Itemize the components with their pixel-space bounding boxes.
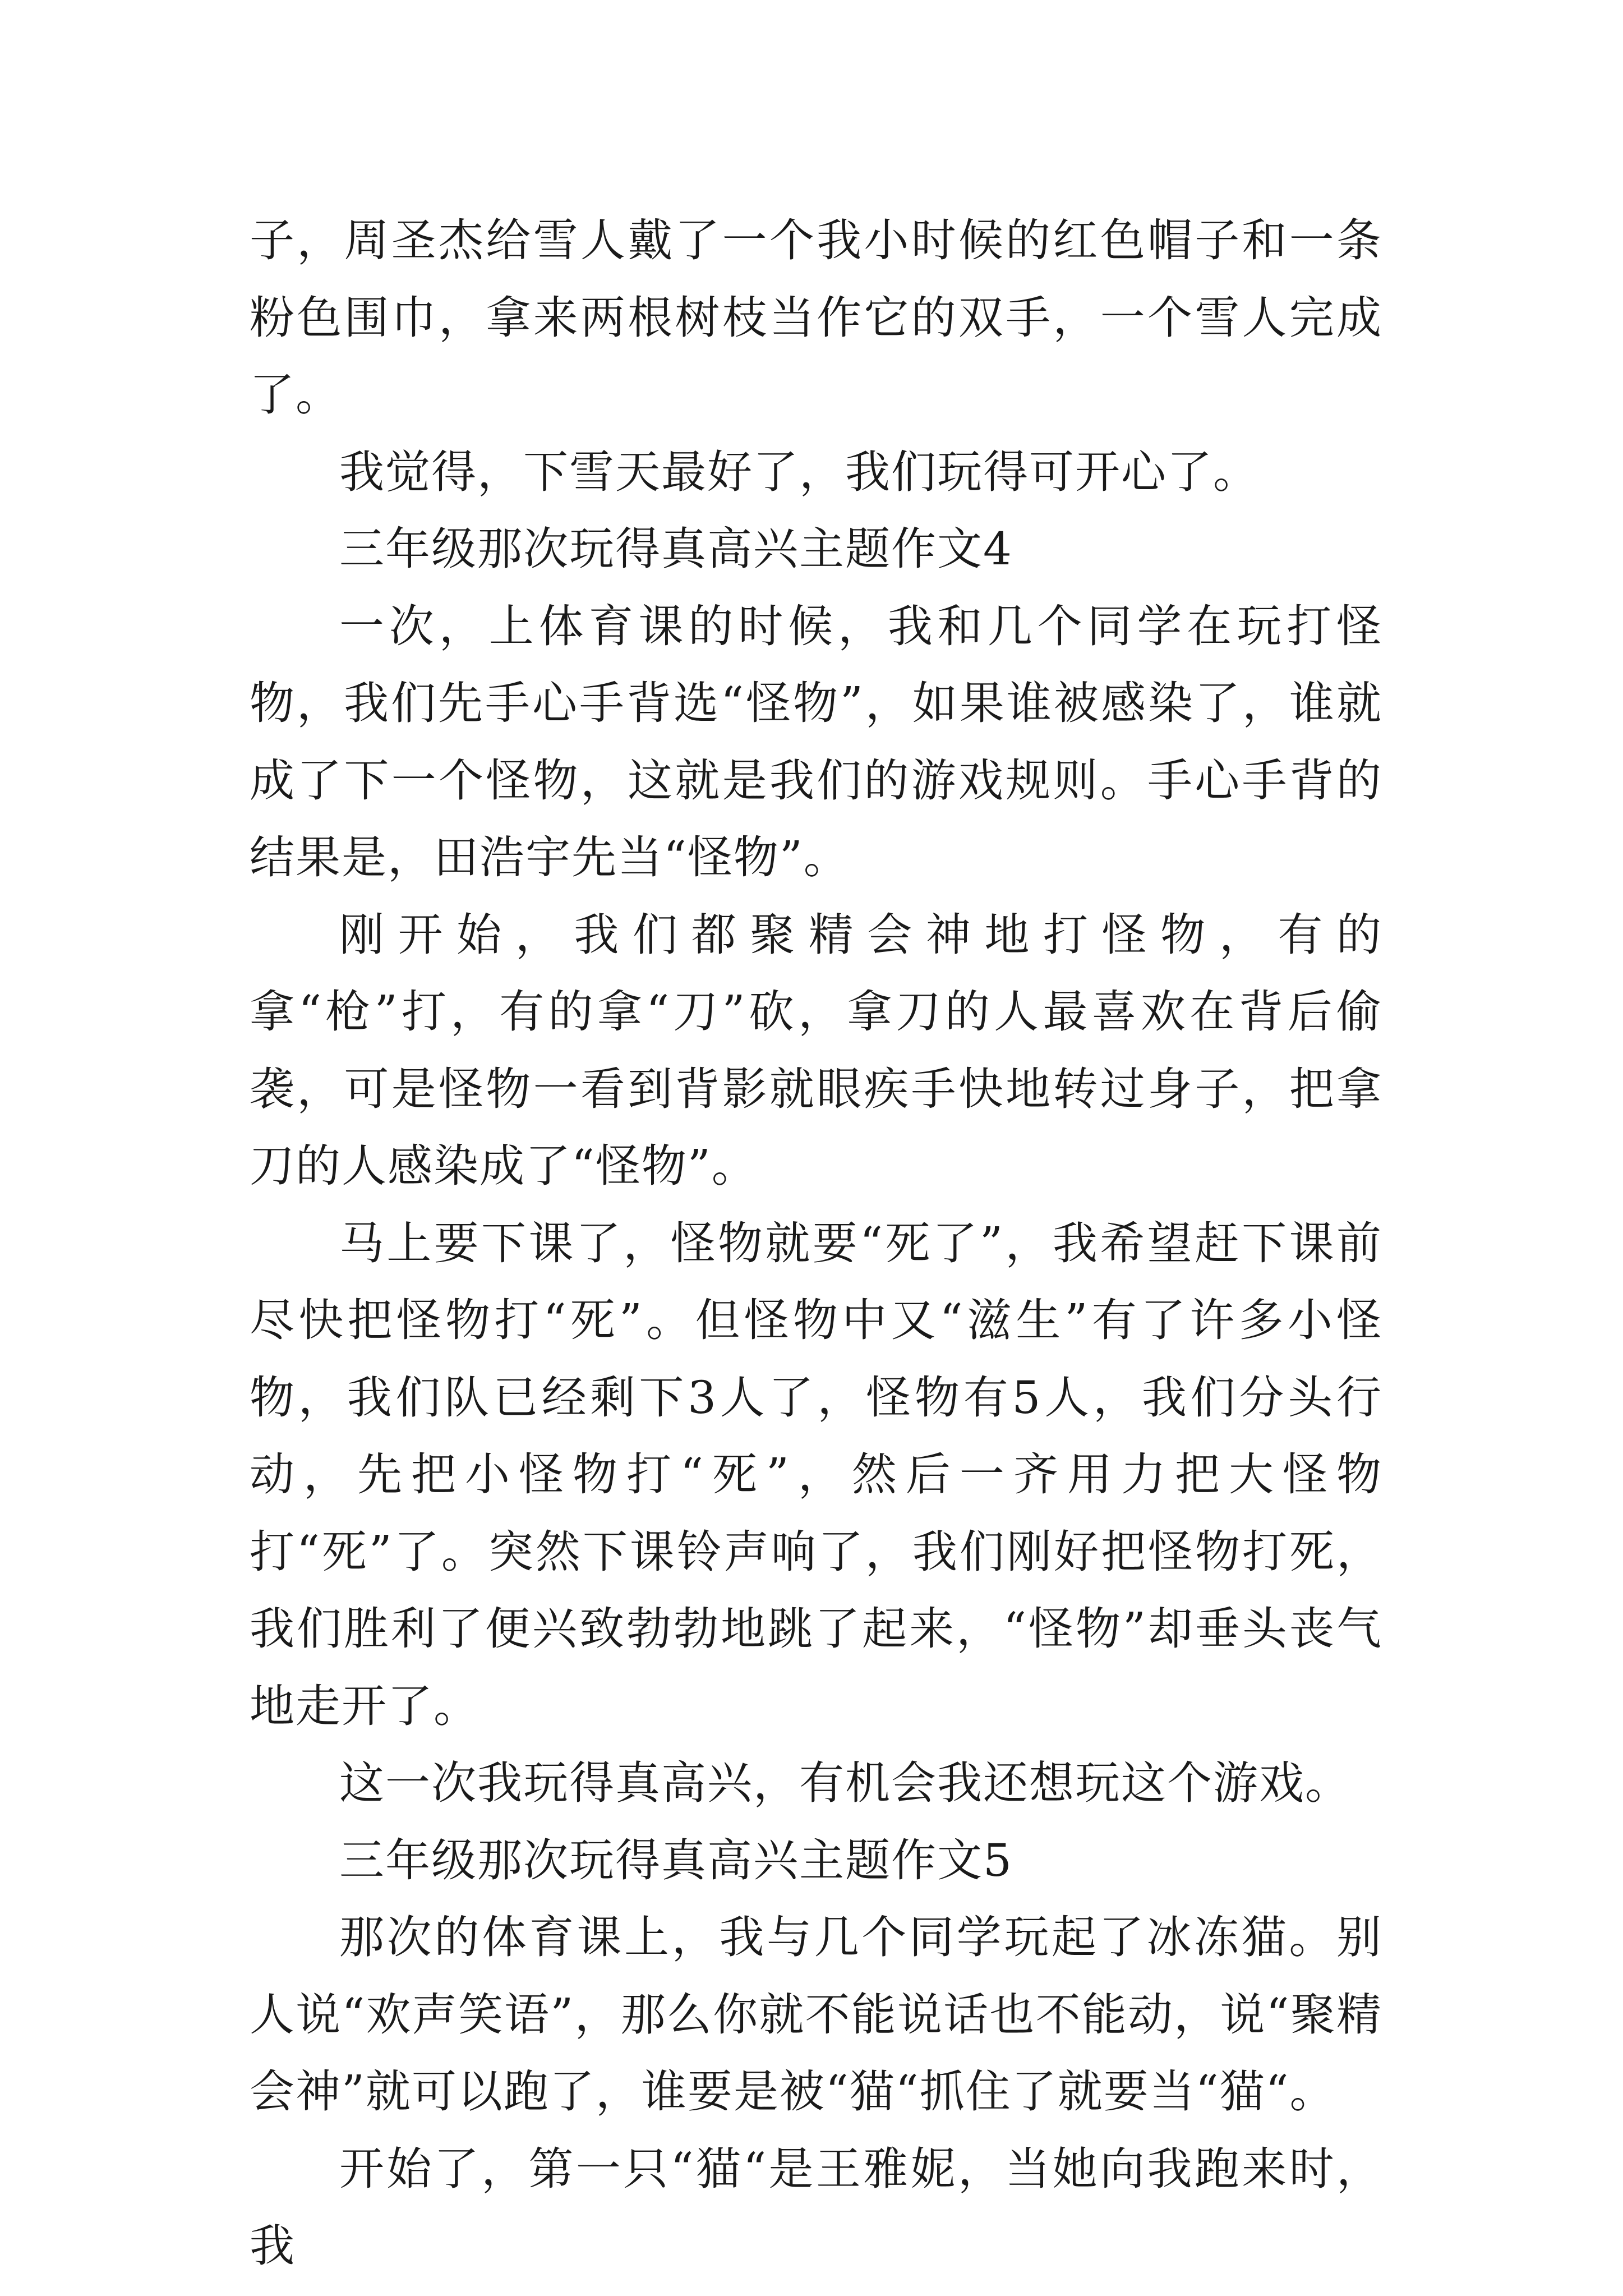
paragraph: 这一次我玩得真高兴，有机会我还想玩这个游戏。 xyxy=(339,1757,1351,1809)
paragraph: 马上要下课了，怪物就要“死了”，我希望赶下课前尽快把怪物打“死”。但怪物中又“滋生”有了许多小怪物，我们队已经剩下3人了，怪物有5人，我们分头行动，先把小怪物打“死”，然后一齐用力把大怪物打“死”了。突然下课铃声响了，我们刚好把怪物打死，我们胜利了便兴致勃勃地跳了起来，“怪物”却垂头丧气地走开了。 xyxy=(250,1217,1382,1732)
essay-heading-5: 三年级那次玩得真高兴主题作文5 xyxy=(339,1834,1013,1887)
paragraph: 刚开始，我们都聚精会神地打怪物，有的拿“枪”打，有的拿“刀”砍，拿刀的人最喜欢在背后偷袭，可是怪物一看到背影就眼疾手快地转过身子，把拿刀的人感染成了“怪物”。 xyxy=(250,908,1382,1192)
paragraph: 我觉得，下雪天最好了，我们玩得可开心了。 xyxy=(339,445,1259,498)
paragraph: 那次的体育课上，我与几个同学玩起了冰冻猫。别人说“欢声笑语”，那么你就不能说话也不能动，说“聚精会神”就可以跑了，谁要是被“猫“抓住了就要当“猫“。 xyxy=(250,1911,1382,2118)
paragraph: 开始了，第一只“猫“是王雅妮，当她向我跑来时，我 xyxy=(250,2142,1382,2272)
paragraph: 一次，上体育课的时候，我和几个同学在玩打怪物，我们先手心手背选“怪物”，如果谁被感染了，谁就成了下一个怪物，这就是我们的游戏规则。手心手背的结果是，田浩宇先当“怪物”。 xyxy=(250,600,1382,884)
paragraph-continuation: 子，周圣杰给雪人戴了一个我小时候的红色帽子和一条粉色围巾，拿来两根树枝当作它的双手，一个雪人完成了。 xyxy=(250,214,1382,421)
document-body xyxy=(250,202,1382,2285)
essay-heading-4: 三年级那次玩得真高兴主题作文4 xyxy=(339,523,1013,575)
